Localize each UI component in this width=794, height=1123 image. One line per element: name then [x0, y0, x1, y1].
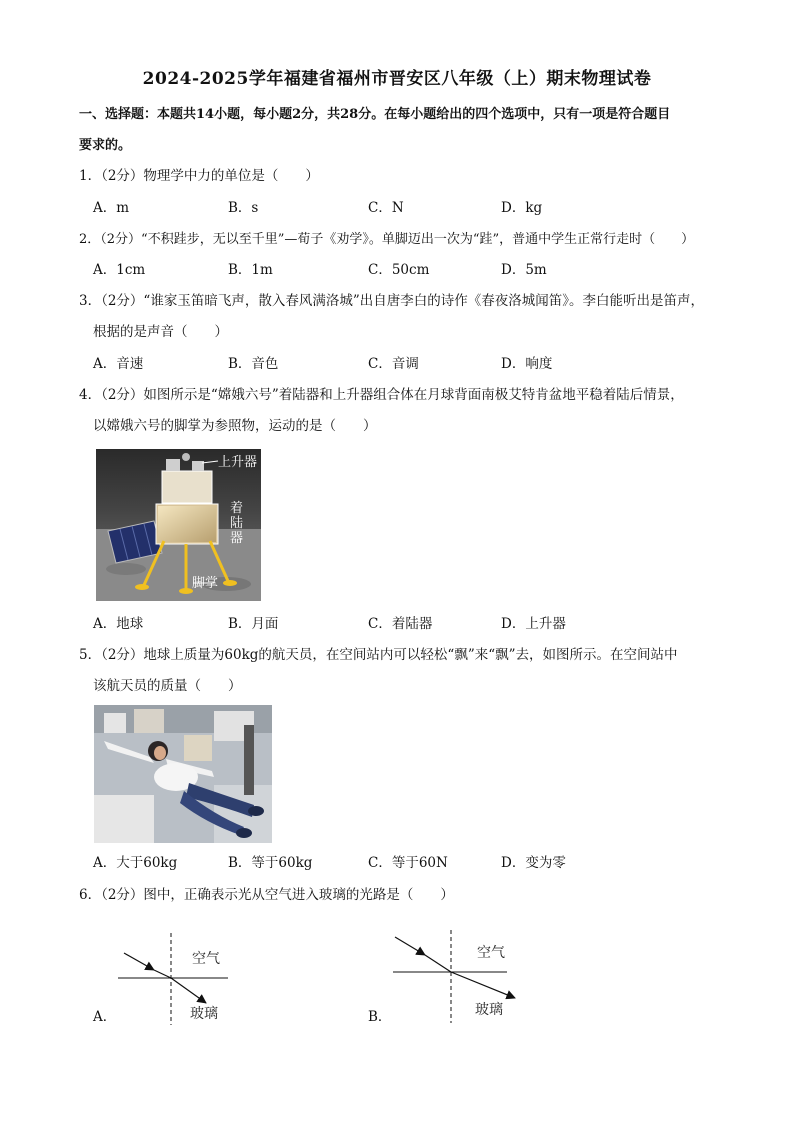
- label-foot: 脚掌: [192, 576, 219, 591]
- question-4-stem-cont: 以嫦娥六号的脚掌为参照物，运动的是（ ）: [93, 418, 377, 434]
- lander-photo: [96, 449, 261, 601]
- label-ascender: 上升器: [218, 455, 258, 470]
- section-heading-line1: 一、选择题：本题共14小题，每小题2分，共28分。在每小题给出的四个选项中，只有一项是符合题目: [79, 107, 671, 122]
- light-path-figure-b[interactable]: [385, 925, 525, 1030]
- option-a[interactable]: A．m: [93, 200, 130, 216]
- page-title: 2024-2025学年福建省福州市晋安区八年级（上）期末物理试卷: [142, 69, 652, 89]
- option-c[interactable]: C．音调: [368, 356, 419, 372]
- option-d[interactable]: D．kg: [501, 200, 543, 216]
- question-4-stem: 4．（2分）如图所示是“嫦娥六号”着陆器和上升器组合体在月球背面南极艾特肯盆地平稳着陆后情景，: [79, 387, 684, 403]
- question-3-stem: 3．（2分）“谁家玉笛暗飞声，散入春风满洛城”出自唐李白的诗作《春夜洛城闻笛》。李白能听出是笛声，: [79, 293, 704, 309]
- label-glass: 玻璃: [190, 1006, 218, 1022]
- label-air: 空气: [477, 945, 505, 961]
- option-b[interactable]: B．s: [228, 200, 259, 216]
- option-c[interactable]: C．50cm: [368, 262, 430, 278]
- option-c[interactable]: C．等于60N: [368, 855, 448, 871]
- section-heading-line2: 要求的。: [79, 138, 132, 153]
- question-5-options: [93, 848, 733, 879]
- option-b[interactable]: B．等于60kg: [228, 855, 313, 871]
- option-c[interactable]: C．着陆器: [368, 616, 433, 632]
- question-1-options: [93, 193, 733, 224]
- astronaut-illustration: [94, 705, 272, 843]
- option-c[interactable]: C．N: [368, 200, 404, 216]
- option-b[interactable]: B．1m: [228, 262, 273, 278]
- option-a[interactable]: A．音速: [93, 356, 144, 372]
- question-3-stem-cont: 根据的是声音（ ）: [93, 324, 228, 340]
- question-2-stem: 2．（2分）“不积跬步，无以至千里”—荀子《劝学》。单脚迈出一次为“跬”，普通中学生正常行走时（ ）: [79, 232, 695, 247]
- question-6-stem: 6．（2分）图中，正确表示光从空气进入玻璃的光路是（ ）: [79, 887, 454, 903]
- light-path-figure-a[interactable]: [110, 925, 240, 1030]
- question-1-stem: 1．（2分）物理学中力的单位是（ ）: [79, 168, 319, 184]
- question-5-stem-cont: 该航天员的质量（ ）: [93, 678, 242, 694]
- option-d[interactable]: D．上升器: [501, 616, 566, 632]
- option-b[interactable]: B．音色: [228, 356, 279, 372]
- option-b[interactable]: B．月面: [228, 616, 279, 632]
- option-d[interactable]: D．变为零: [501, 855, 566, 871]
- option-b[interactable]: B．: [368, 1009, 392, 1025]
- option-d[interactable]: D．5m: [501, 262, 547, 278]
- question-5-stem: 5．（2分）地球上质量为60kg的航天员，在空间站内可以轻松“飘”来“飘”去，如图所示。在空间站中: [79, 647, 678, 663]
- astronaut-photo: [94, 705, 272, 843]
- label-lander: 着陆器: [230, 501, 244, 546]
- label-glass: 玻璃: [475, 1002, 503, 1018]
- option-a[interactable]: A．地球: [93, 616, 144, 632]
- label-air: 空气: [192, 951, 220, 967]
- question-4-options: [93, 609, 733, 640]
- option-a[interactable]: A．: [93, 1009, 117, 1025]
- option-a[interactable]: A．大于60kg: [93, 855, 178, 871]
- question-2-options: [93, 255, 733, 286]
- option-d[interactable]: D．响度: [501, 356, 553, 372]
- question-3-options: [93, 349, 733, 380]
- option-a[interactable]: A．1cm: [93, 262, 146, 278]
